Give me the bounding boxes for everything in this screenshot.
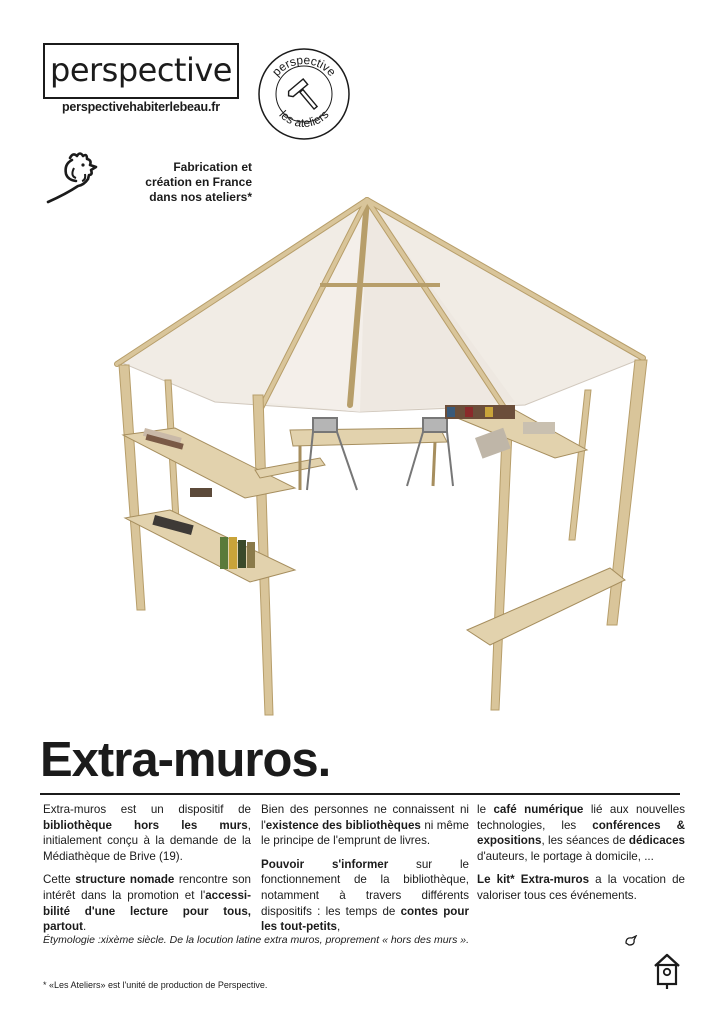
text-run: Cette <box>43 873 76 887</box>
bird-icon <box>624 935 638 947</box>
text-run: existence des bibliothèques <box>265 818 421 832</box>
text-run: accessi-bilité d'une lecture pour tous, partout <box>43 888 251 934</box>
col2-paragraph-1 <box>261 802 469 849</box>
text-run: café numérique <box>493 803 584 816</box>
text-run: conférences & expositions <box>477 818 685 848</box>
text-run: , les séances de <box>541 834 629 848</box>
text-run: , initialement conçu à la demande de la Médiathèque de Brive (19). <box>43 818 251 863</box>
text-run: contes pour les tout-petits <box>261 904 469 934</box>
svg-text:les ateliers <box>276 107 331 130</box>
text-run: lié aux nouvelles technologies, les <box>477 803 685 832</box>
brand-logo-text: perspective <box>50 51 232 89</box>
text-run: a la vocation de valoriser tous ces événements. <box>477 873 685 902</box>
text-run: le <box>477 803 494 816</box>
made-in-line-3: dans nos ateliers* <box>149 190 252 204</box>
made-in-line-2: création en France <box>145 175 252 189</box>
body-column-1 <box>43 802 251 943</box>
footnote: * «Les Ateliers» est l'unité de production de Perspective. <box>43 980 268 990</box>
text-run: Extra-muros est un dispositif de <box>43 803 251 816</box>
etymology-note: Étymologie :xixème siècle. De la locution latine extra muros, proprement « hors des murs ». <box>43 934 470 946</box>
body-column-2 <box>261 802 469 943</box>
page-title: Extra-muros. <box>40 733 331 787</box>
text-run: , <box>337 920 341 934</box>
text-run: Bien des personnes ne connaissent ni l' <box>261 803 469 832</box>
text-run: ni même le principe de l'emprunt de livres. <box>261 818 469 848</box>
col1-paragraph-2 <box>43 872 251 934</box>
pavilion-illustration <box>95 190 665 720</box>
stamp-bottom-text: les ateliers <box>276 107 332 131</box>
ateliers-stamp <box>256 46 352 142</box>
col1-paragraph-1 <box>43 802 251 864</box>
brand-website: perspectivehabiterlebeau.fr <box>62 100 220 114</box>
col3-paragraph-1 <box>477 802 685 864</box>
col2-paragraph-2 <box>261 857 469 935</box>
text-run: Pouvoir s'informer <box>261 857 389 871</box>
text-run: Le kit* Extra-muros <box>477 873 590 887</box>
birdhouse-icon <box>652 952 682 990</box>
body-column-3 <box>477 802 685 912</box>
made-in-line-1: Fabrication et <box>173 160 252 174</box>
text-run: structure nomade <box>75 873 175 887</box>
col3-paragraph-2 <box>477 872 685 903</box>
rooster-icon <box>40 150 100 206</box>
text-run: dédicaces <box>628 834 685 848</box>
brand-logo <box>43 43 239 99</box>
text-run: rencontre son intérêt dans la promotion et l' <box>43 873 251 902</box>
text-run: d'auteurs, le portage à domicile, ... <box>477 849 654 863</box>
text-run: . <box>82 920 87 934</box>
title-divider <box>40 793 680 795</box>
text-run: bibliothèque hors les murs <box>43 818 248 832</box>
stamp-top-text: perspective <box>269 52 339 79</box>
text-run: sur le fonctionnement de la bibliothèque, notamment à travers différents dispositifs : les temps de <box>261 857 469 918</box>
hammer-icon <box>286 79 322 116</box>
